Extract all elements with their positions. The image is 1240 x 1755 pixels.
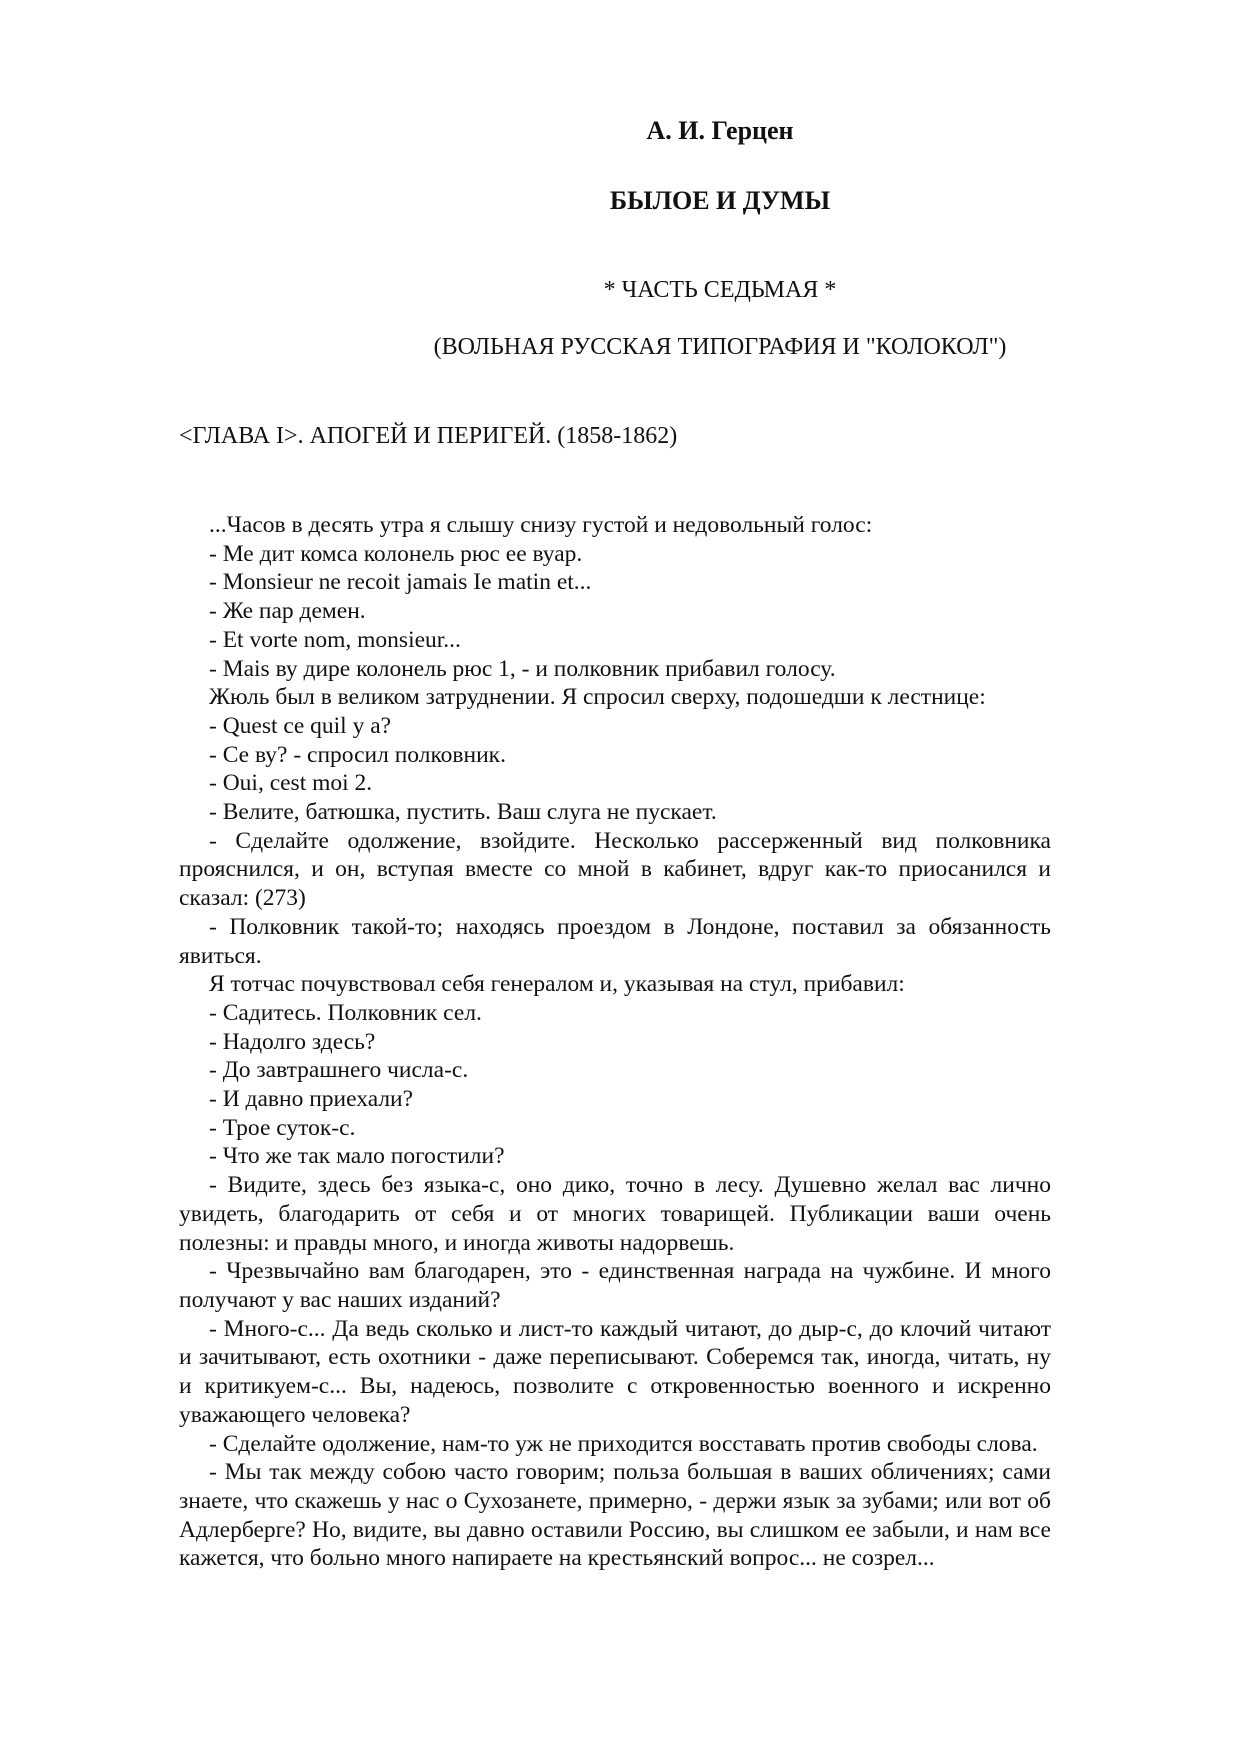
paragraph: - Чрезвычайно вам благодарен, это - единственная награда на чужбине. И много получают у вас наших изданий? <box>179 1258 1051 1313</box>
paragraph: - Мы так между собою часто говорим; польза большая в ваших обличениях; сами знаете, что скажешь у нас о Сухозанете, примерно, - держи язык за зубами; или вот об Адлерберге? Но, видите, вы давно оставили Россию, вы слишком ее забыли, и нам все кажется, что больно много напираете на крестьянский вопрос... не созрел... <box>179 1459 1051 1572</box>
part-heading: * ЧАСТЬ СЕДЬМАЯ * <box>603 277 837 303</box>
paragraph: - Се ву? - спросил полковник. <box>209 741 506 768</box>
paragraph: Я тотчас почувствовал себя генералом и, указывая на стул, прибавил: <box>209 971 905 998</box>
paragraph: - Et vorte nom, monsieur... <box>209 626 461 653</box>
paragraph: - Же пар демен. <box>209 598 366 625</box>
paragraph: - Много-с... Да ведь сколько и лист-то каждый читают, до дыр-с, до клочий читают и зачитывают, есть охотники - даже переписывают. Соберемся так, иногда, читать, ну и критикуем-с... Вы, надеюсь, позволите с откровенностью военного и искренно уважающего человека? <box>179 1315 1051 1428</box>
book-title: БЫЛОЕ И ДУМЫ <box>609 186 831 215</box>
paragraph: - Сделайте одолжение, нам-то уж не приходится восставать против свободы слова. <box>209 1430 1038 1457</box>
paragraph: - Надолго здесь? <box>209 1028 376 1055</box>
paragraph: - Сделайте одолжение, взойдите. Несколько рассерженный вид полковника прояснился, и он, вступая вместе со мной в кабинет, вдруг как-то приосанился и сказал: (273) <box>179 827 1051 912</box>
paragraph: - Трое суток-с. <box>209 1114 356 1141</box>
chapter-heading: <ГЛАВА I>. АПОГЕЙ И ПЕРИГЕЙ. (1858-1862) <box>179 423 678 449</box>
body-text <box>179 511 1051 1573</box>
paragraph: - Видите, здесь без языка-с, оно дико, точно в лесу. Душевно желал вас лично увидеть, благодарить от себя и от многих товарищей. Публикации ваши очень полезны: и правды много, и иногда животы надорвешь. <box>179 1172 1051 1256</box>
paragraph: - Садитесь. Полковник сел. <box>209 999 482 1026</box>
paragraph: - Quest ce quil y a? <box>209 712 392 739</box>
paragraph: - До завтрашнего числа-с. <box>209 1057 469 1084</box>
paragraph: - Mais ву дире колонель рюс 1, - и полковник прибавил голосу. <box>209 655 836 682</box>
paragraph: - Monsieur ne recoit jamais Ie matin et... <box>209 569 592 596</box>
author-name: А. И. Герцен <box>646 116 794 145</box>
paragraph: - И давно приехали? <box>209 1086 414 1113</box>
part-subtitle: (ВОЛЬНАЯ РУССКАЯ ТИПОГРАФИЯ И "КОЛОКОЛ") <box>433 334 1007 360</box>
paragraph: - Полковник такой-то; находясь проездом в Лондоне, поставил за обязанность явиться. <box>179 913 1051 969</box>
paragraph: - Oui, cest moi 2. <box>209 770 373 797</box>
paragraph: - Что же так мало погостили? <box>209 1143 505 1170</box>
paragraph: ...Часов в десять утра я слышу снизу густой и недовольный голос: <box>209 512 873 538</box>
paragraph: - Велите, батюшка, пустить. Ваш слуга не пускает. <box>209 799 717 826</box>
paragraph: Жюль был в великом затруднении. Я спросил сверху, подошедши к лестнице: <box>209 684 986 711</box>
paragraph: - Ме дит комса колонель рюс ее вуар. <box>209 540 583 567</box>
